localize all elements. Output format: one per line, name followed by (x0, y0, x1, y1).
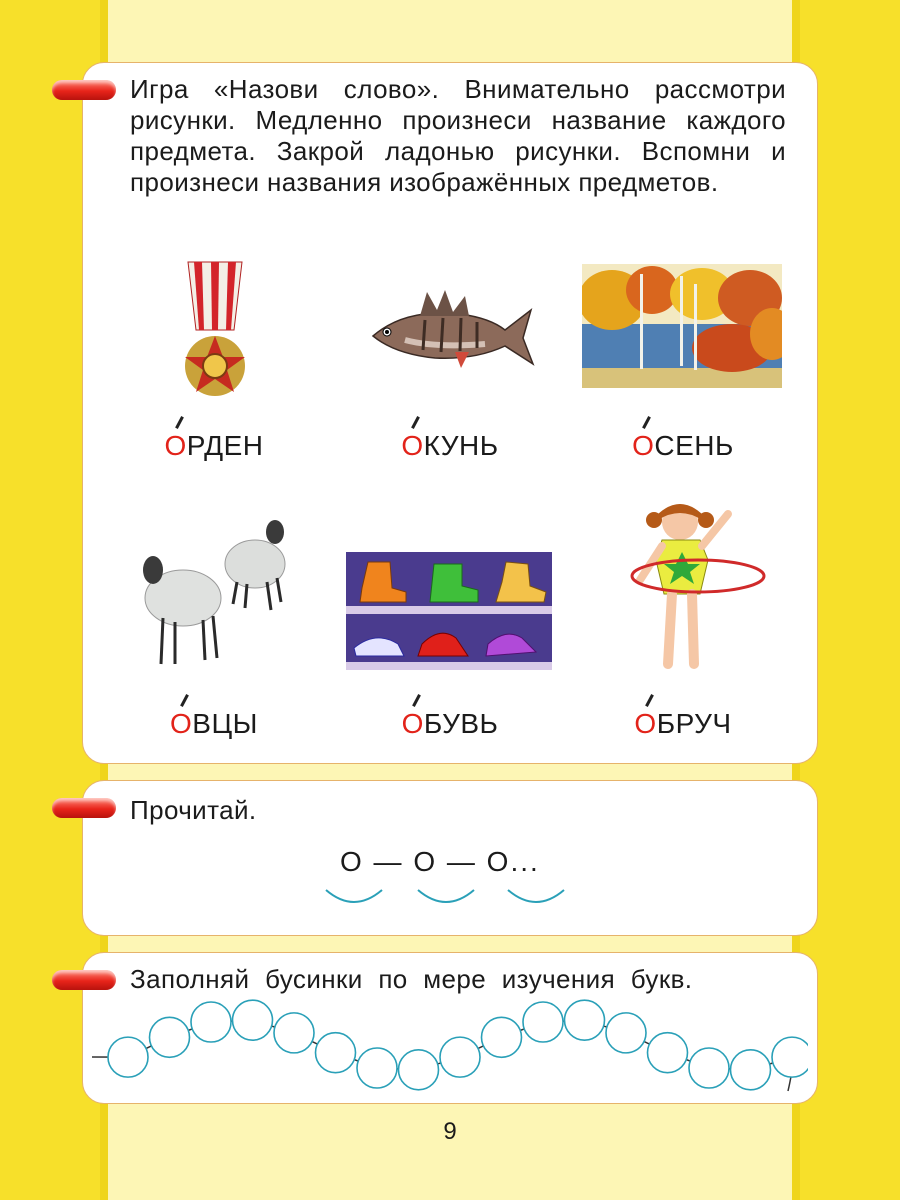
bead-circle[interactable] (689, 1048, 729, 1088)
vowel-arcs (318, 882, 588, 922)
shoes-icon (346, 552, 552, 670)
word-okun (350, 430, 550, 462)
word-obuv (350, 708, 550, 740)
arc-icon (326, 890, 382, 902)
word-orden (114, 430, 314, 462)
bead-circle[interactable] (440, 1037, 480, 1077)
bead-circle[interactable] (731, 1050, 771, 1090)
bead-string (88, 995, 808, 1095)
arc-icon (508, 890, 564, 902)
sheep-icon (133, 518, 298, 668)
word-rest: БУВЬ (423, 708, 499, 739)
word-osen (583, 430, 783, 462)
bead-circle[interactable] (565, 1000, 605, 1040)
bead-circle[interactable] (150, 1017, 190, 1057)
arc-icon (418, 890, 474, 902)
word-rest: СЕНЬ (654, 430, 734, 461)
medal-icon (180, 260, 250, 405)
task3-instruction: Заполняй бусинки по мере изучения букв. (130, 964, 693, 994)
fish-icon (365, 288, 535, 373)
page-number: 9 (443, 1118, 457, 1145)
word-first-letter: О (634, 708, 657, 739)
word-rest: БРУЧ (656, 708, 732, 739)
vowel-sequence: О — О — О... (340, 846, 540, 877)
word-obruch (583, 708, 783, 740)
bead-circle[interactable] (482, 1017, 522, 1057)
bead-circle[interactable] (648, 1033, 688, 1073)
task1-instruction: Игра «Назови слово». Внимательно рассмотри рисунки. Медленно произнеси название каждого предмета. Закрой ладонью рисунки. Вспомни и произнеси названия изображённых предметов. (130, 74, 786, 197)
word-rest: РДЕН (186, 430, 264, 461)
task-marker-icon (52, 970, 116, 990)
bead-circle[interactable] (233, 1000, 273, 1040)
bead-circle[interactable] (274, 1013, 314, 1053)
bead-circle[interactable] (523, 1002, 563, 1042)
bead-circle[interactable] (108, 1037, 148, 1077)
bead-circle[interactable] (357, 1048, 397, 1088)
word-first-letter: О (164, 430, 187, 461)
word-rest: ВЦЫ (192, 708, 258, 739)
autumn-landscape-icon (582, 264, 782, 388)
word-ovtsy (114, 708, 314, 740)
word-rest: КУНЬ (423, 430, 499, 461)
bead-circle[interactable] (606, 1013, 646, 1053)
task-marker-icon (52, 80, 116, 100)
task2-instruction: Прочитай. (130, 795, 257, 825)
word-first-letter: О (401, 708, 424, 739)
girl-hoop-icon (628, 494, 768, 674)
word-first-letter: О (401, 430, 424, 461)
bead-circle[interactable] (399, 1050, 439, 1090)
task-marker-icon (52, 798, 116, 818)
bead-circle[interactable] (316, 1033, 356, 1073)
bead-circle[interactable] (772, 1037, 808, 1077)
bead-circle[interactable] (191, 1002, 231, 1042)
word-first-letter: О (170, 708, 193, 739)
word-first-letter: О (632, 430, 655, 461)
